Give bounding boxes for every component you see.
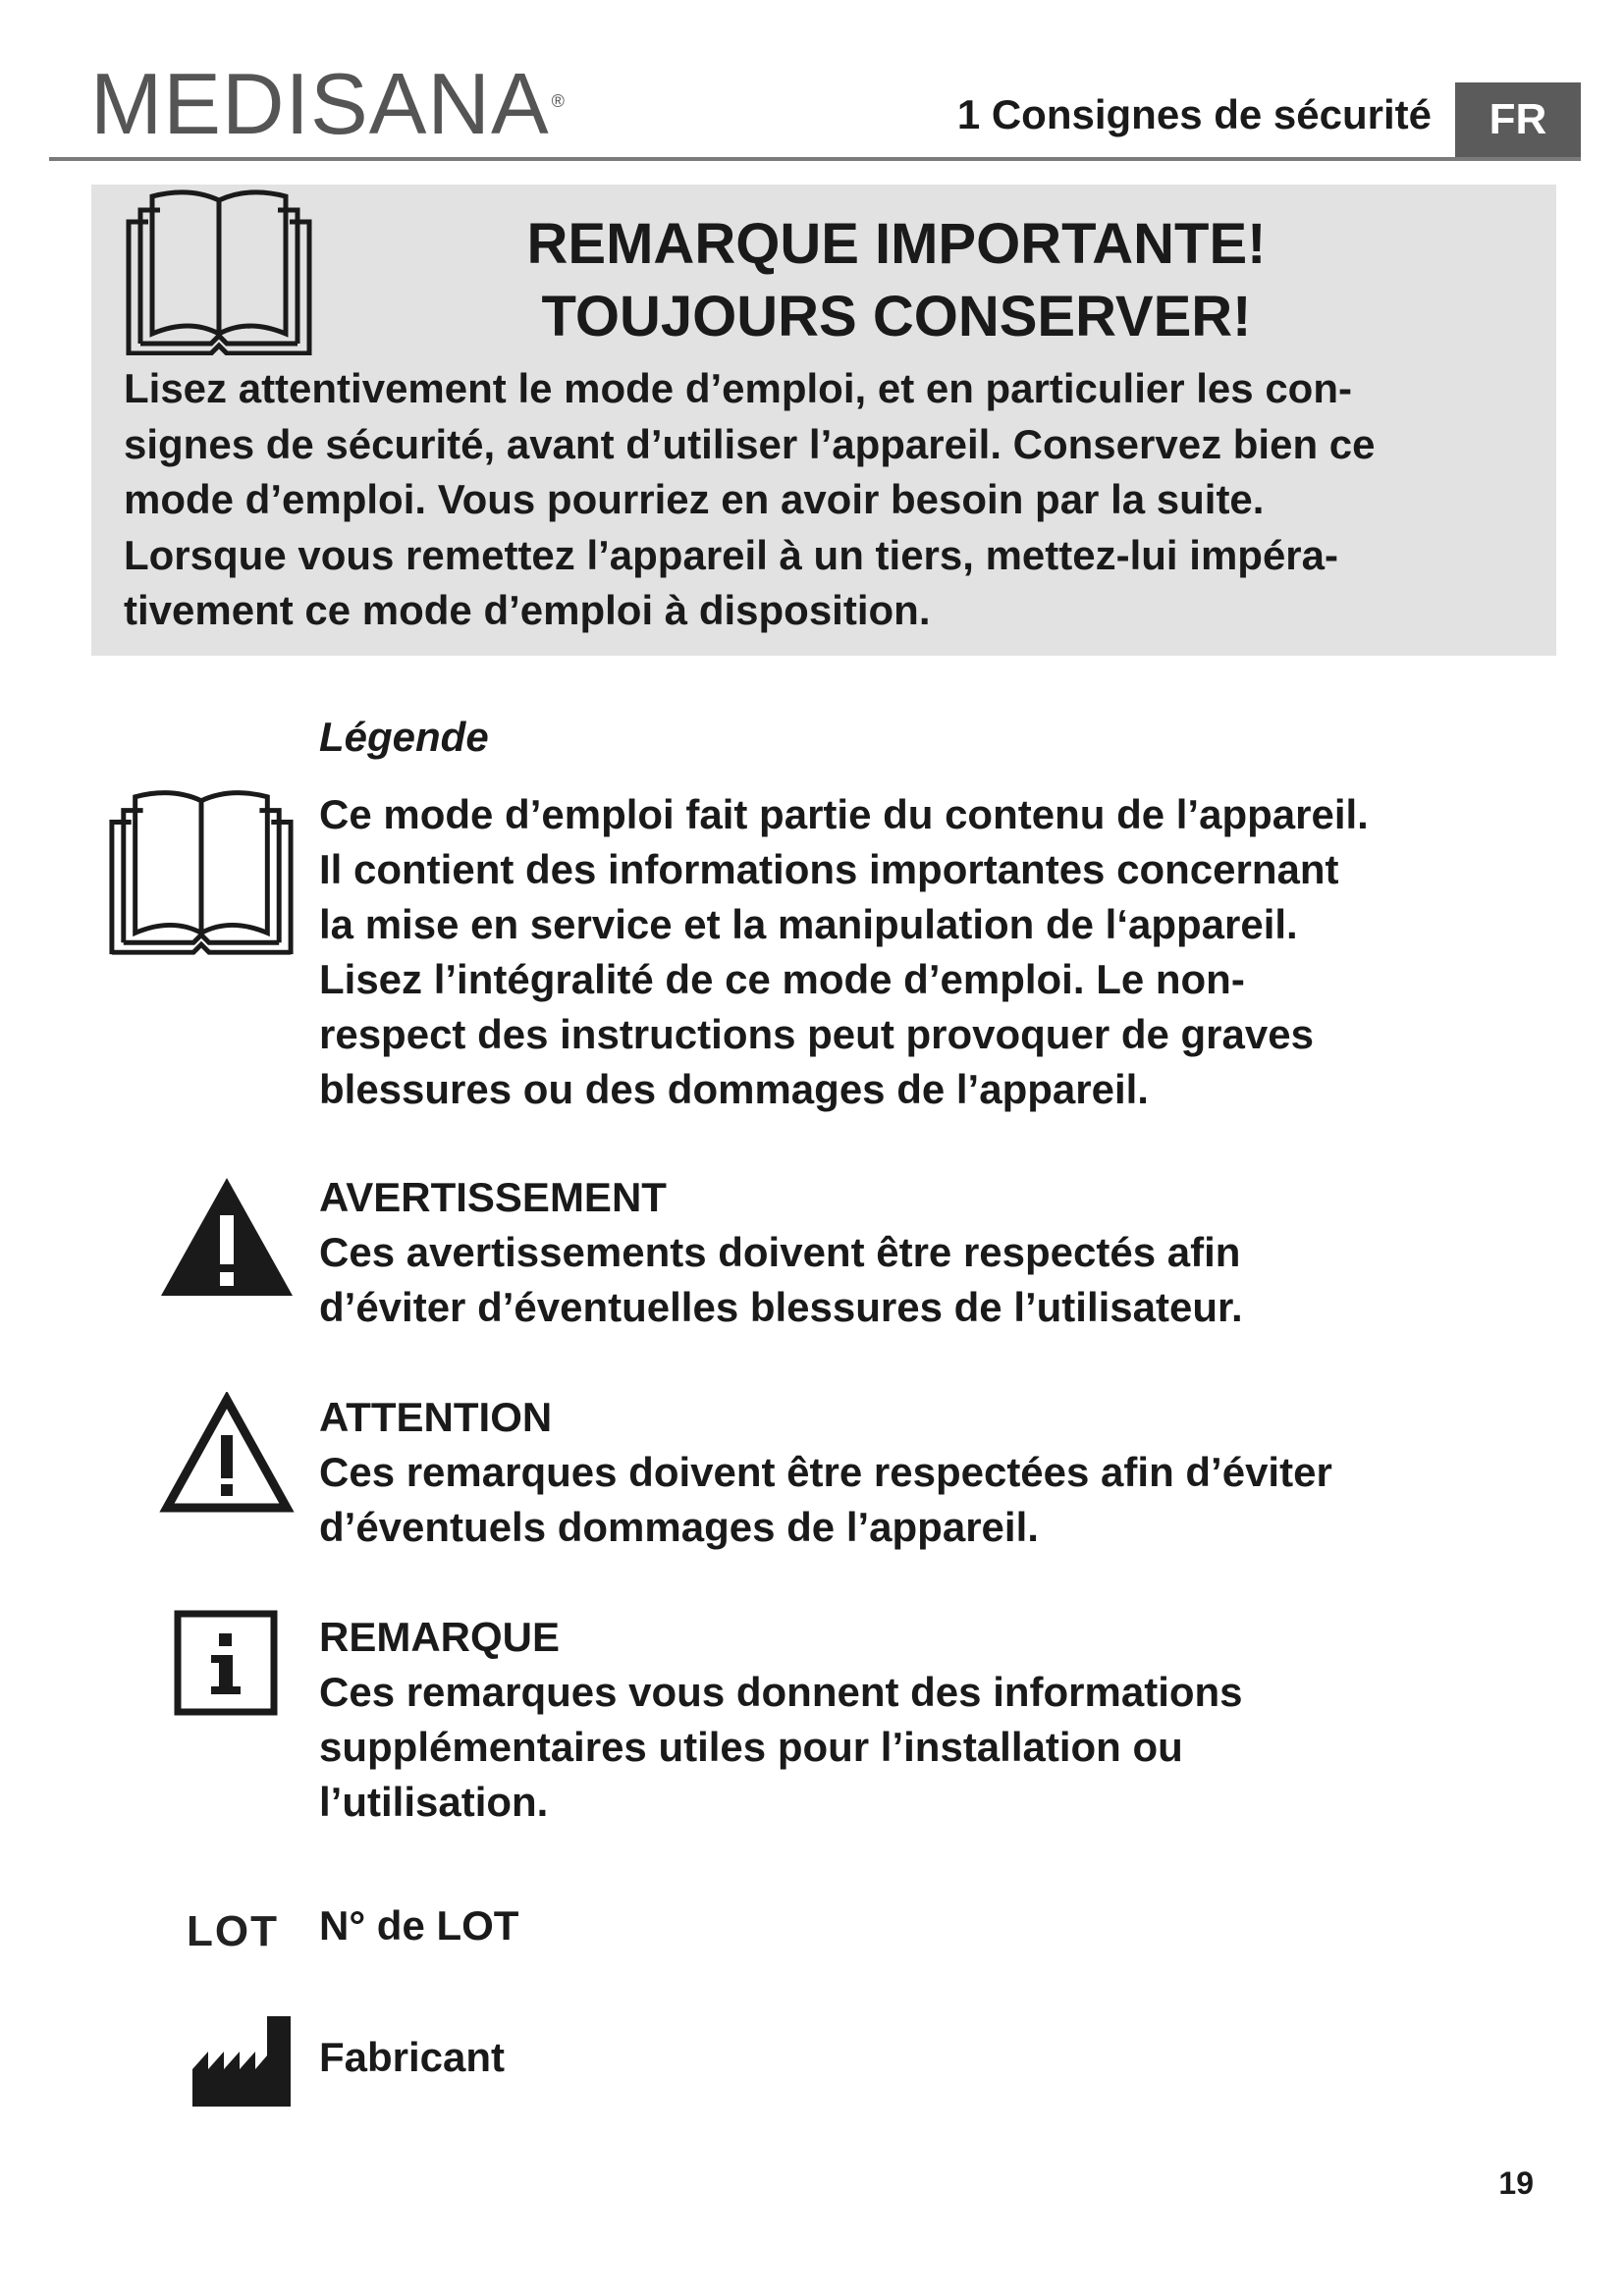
note-heading: REMARQUE [319, 1614, 561, 1660]
note-line: Ces remarques vous donnent des informations [319, 1669, 1243, 1715]
warning-line: d’éviter d’éventuelles blessures de l’utilisateur. [319, 1284, 1243, 1330]
header-divider [49, 157, 1581, 161]
factory-icon [190, 2014, 293, 2107]
registered-mark: ® [551, 91, 566, 111]
manual-line: Lisez l’intégralité de ce mode d’emploi. Le non- [319, 956, 1245, 1002]
notice-body [124, 361, 1547, 639]
lot-symbol: LOT [187, 1907, 279, 1955]
legend-entry-manufacturer [319, 2030, 1546, 2085]
warning-filled-icon [159, 1176, 295, 1298]
notice-title [307, 208, 1486, 353]
warning-heading: AVERTISSEMENT [319, 1174, 667, 1220]
important-notice-box [91, 185, 1556, 656]
notice-line: Lorsque vous remettez l’appareil à un tiers, mettez-lui impéra- [124, 531, 1338, 578]
book-icon [121, 188, 317, 355]
caution-outline-icon [159, 1392, 295, 1514]
legend-entry-lot [319, 1898, 1546, 1953]
notice-line: mode d’emploi. Vous pourriez en avoir besoin par la suite. [124, 476, 1265, 522]
section-title: 1 Consignes de sécurité [956, 91, 1432, 137]
caution-line: Ces remarques doivent être respectées afin d’éviter [319, 1449, 1332, 1495]
book-icon [104, 787, 298, 956]
language-badge: FR [1455, 82, 1581, 157]
legend-title: Légende [319, 714, 489, 760]
brand-logo [90, 55, 566, 152]
page-number: 19 [1498, 2165, 1534, 2201]
notice-line: Lisez attentivement le mode d’emploi, et en particulier les con- [124, 365, 1352, 411]
legend-entry-note [319, 1610, 1546, 1830]
caution-heading: ATTENTION [319, 1394, 553, 1440]
manufacturer-label: Fabricant [319, 2034, 506, 2080]
manual-line: la mise en service et la manipulation de l‘appareil. [319, 901, 1298, 947]
manual-line: respect des instructions peut provoquer de graves [319, 1011, 1314, 1057]
legend-entry-manual [319, 787, 1546, 1117]
notice-title-line-2: TOUJOURS CONSERVER! [541, 285, 1252, 348]
notice-line: tivement ce mode d’emploi à disposition. [124, 587, 931, 633]
brand-name: MEDISANA [90, 55, 550, 152]
manual-line: Ce mode d’emploi fait partie du contenu de l’appareil. [319, 791, 1369, 837]
notice-title-line-1: REMARQUE IMPORTANTE! [526, 212, 1267, 276]
legend-entry-caution [319, 1390, 1546, 1555]
note-line: l’utilisation. [319, 1779, 549, 1825]
info-icon [174, 1610, 278, 1716]
manual-line: Il contient des informations importantes concernant [319, 846, 1339, 892]
notice-line: signes de sécurité, avant d’utiliser l’appareil. Conservez bien ce [124, 420, 1376, 467]
caution-line: d’éventuels dommages de l’appareil. [319, 1504, 1039, 1550]
manual-line: blessures ou des dommages de l’appareil. [319, 1066, 1149, 1112]
lot-label: N° de LOT [319, 1902, 519, 1949]
warning-line: Ces avertissements doivent être respectés afin [319, 1229, 1241, 1275]
note-line: supplémentaires utiles pour l’installation ou [319, 1724, 1183, 1770]
legend-entry-warning [319, 1170, 1546, 1335]
